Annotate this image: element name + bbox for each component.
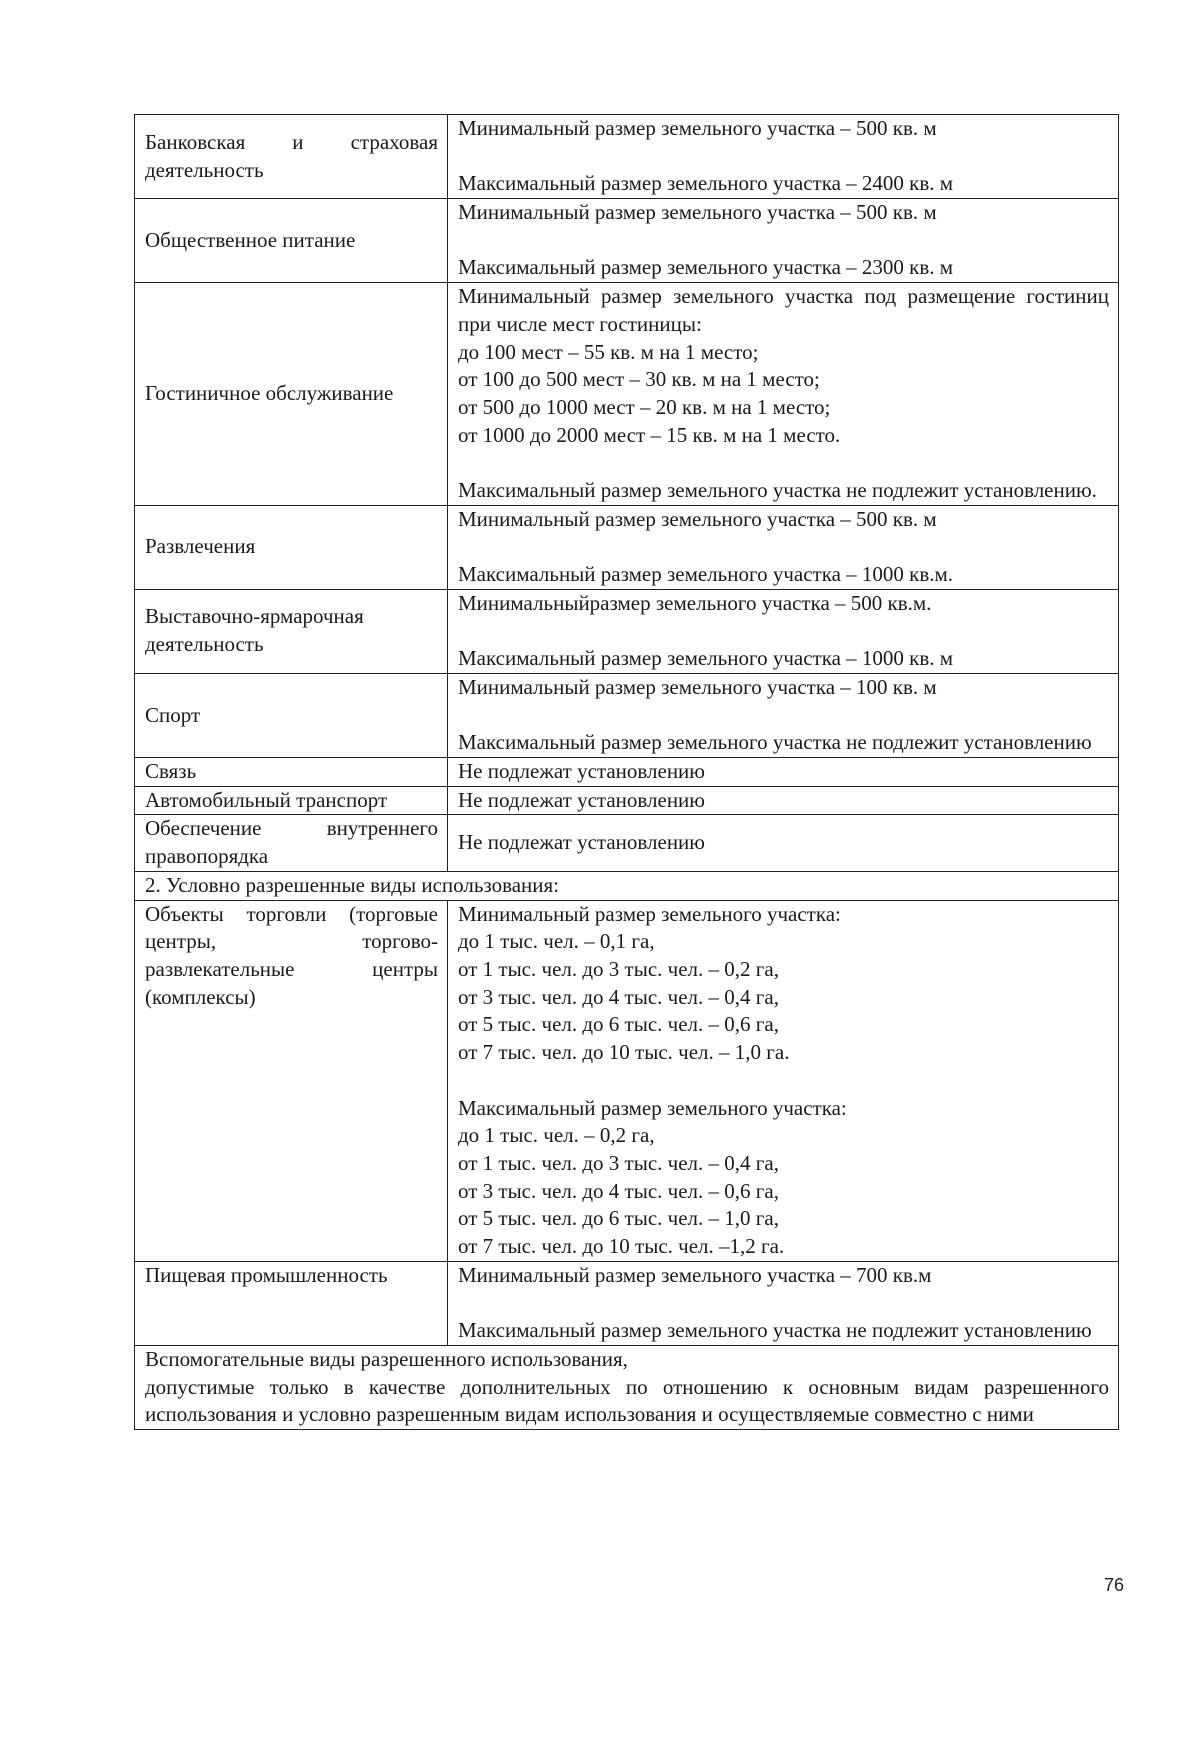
param-line: Максимальный размер земельного участка не подлежит установлению. <box>458 478 1097 503</box>
parameters-cell <box>448 758 1119 787</box>
land-use-table <box>134 114 1119 1430</box>
use-type-name: Спорт <box>145 702 201 727</box>
param-line: от 1 тыс. чел. до 3 тыс. чел. – 0,2 га, <box>458 957 779 981</box>
use-type-cell <box>135 115 448 199</box>
use-type-cell <box>135 815 448 871</box>
use-type-cell <box>135 283 448 506</box>
table-row <box>135 758 1119 787</box>
use-type-cell <box>135 786 448 815</box>
table-row <box>135 589 1119 673</box>
param-line: от 5 тыс. чел. до 6 тыс. чел. – 1,0 га, <box>458 1206 779 1231</box>
parameters-cell <box>448 1261 1119 1345</box>
line-gap <box>458 1289 1109 1317</box>
table-row <box>135 199 1119 283</box>
use-type-name: Развлечения <box>145 534 256 559</box>
table-row <box>135 815 1119 871</box>
use-type-name: Выставочно-ярмарочная деятельность <box>145 603 364 656</box>
use-type-cell <box>135 758 448 787</box>
parameters-cell <box>448 199 1119 283</box>
use-type-cell <box>135 900 448 1261</box>
use-type-name: Общественное питание <box>145 227 356 252</box>
parameters-cell <box>448 505 1119 589</box>
parameters-cell <box>448 589 1119 673</box>
param-line: Максимальный размер земельного участка не подлежит установлению <box>458 1318 1092 1343</box>
line-gap <box>458 702 1109 730</box>
param-line: от 100 до 500 мест – 30 кв. м на 1 место; <box>458 367 820 392</box>
page-number: 76 <box>1104 1575 1125 1595</box>
param-line: Максимальный размер земельного участка – 1000 кв. м <box>458 646 954 671</box>
auxiliary-title: Вспомогательные виды разрешенного использования, <box>145 1346 628 1371</box>
use-type-name: Обеспечение внутреннего правопорядка <box>145 816 438 869</box>
auxiliary-row <box>135 1345 1119 1429</box>
parameters-cell <box>448 283 1119 506</box>
parameters-cell <box>448 815 1119 871</box>
line-gap <box>458 449 1109 477</box>
param-line: от 3 тыс. чел. до 4 тыс. чел. – 0,6 га, <box>458 1178 779 1203</box>
table-row <box>135 115 1119 199</box>
line-gap <box>458 227 1109 255</box>
table-row <box>135 673 1119 757</box>
use-type-name: Банковская и страховая деятельность <box>145 129 438 182</box>
param-line: до 1 тыс. чел. – 0,1 га, <box>458 929 655 954</box>
param-line: от 7 тыс. чел. до 10 тыс. чел. –1,2 га. <box>458 1234 785 1259</box>
use-type-cell <box>135 589 448 673</box>
use-type-name: Связь <box>145 759 197 784</box>
param-line: Минимальный размер земельного участка под размещение гостиниц при числе мест гостиницы: <box>458 284 1109 336</box>
line-gap <box>458 618 1109 646</box>
section-header-row <box>135 871 1119 900</box>
line-gap <box>458 1067 1109 1095</box>
param-line: Минимальныйразмер земельного участка – 500 кв.м. <box>458 590 932 615</box>
parameters-cell <box>448 900 1119 1261</box>
param-line: от 1000 до 2000 мест – 15 кв. м на 1 место. <box>458 422 841 447</box>
auxiliary-cell <box>135 1345 1119 1429</box>
table-row <box>135 900 1119 1261</box>
use-type-cell <box>135 673 448 757</box>
param-line: Минимальный размер земельного участка – 500 кв. м <box>458 506 937 531</box>
param-line: от 1 тыс. чел. до 3 тыс. чел. – 0,4 га, <box>458 1150 779 1175</box>
use-type-cell <box>135 199 448 283</box>
section-header: 2. Условно разрешенные виды использования: <box>135 871 1119 900</box>
use-type-name: Объекты торговли (торговые центры, торгово-развлекательные центры (комплексы) <box>145 901 438 1009</box>
auxiliary-text: допустимые только в качестве дополнительных по отношению к основным видам разрешенного использования и условно разрешенным видам использования и осуществляемые совместно с ними <box>145 1374 1109 1427</box>
param-line: Не подлежат установлению <box>458 787 705 812</box>
param-line: Минимальный размер земельного участка: <box>458 901 841 926</box>
use-type-name: Пищевая промышленность <box>145 1262 388 1287</box>
param-line: Максимальный размер земельного участка – 2300 кв. м <box>458 255 954 280</box>
parameters-cell <box>448 673 1119 757</box>
param-line: Не подлежат установлению <box>458 830 705 855</box>
line-gap <box>458 143 1109 171</box>
param-line: Минимальный размер земельного участка – 700 кв.м <box>458 1262 932 1287</box>
parameters-cell <box>448 115 1119 199</box>
param-line: от 3 тыс. чел. до 4 тыс. чел. – 0,4 га, <box>458 984 779 1009</box>
param-line: Максимальный размер земельного участка – 1000 кв.м. <box>458 562 954 587</box>
use-type-cell <box>135 1261 448 1345</box>
table-row <box>135 283 1119 506</box>
param-line: от 5 тыс. чел. до 6 тыс. чел. – 0,6 га, <box>458 1012 779 1037</box>
param-line: Минимальный размер земельного участка – 100 кв. м <box>458 674 937 699</box>
param-line: Максимальный размер земельного участка: <box>458 1095 847 1120</box>
param-line: Не подлежат установлению <box>458 759 705 784</box>
line-gap <box>458 534 1109 562</box>
param-line: до 1 тыс. чел. – 0,2 га, <box>458 1123 655 1148</box>
param-line: Минимальный размер земельного участка – 500 кв. м <box>458 116 937 140</box>
use-type-name: Гостиничное обслуживание <box>145 381 394 406</box>
param-line: Максимальный размер земельного участка не подлежит установлению <box>458 730 1092 755</box>
param-line: Максимальный размер земельного участка – 2400 кв. м <box>458 171 954 196</box>
use-type-name: Автомобильный транспорт <box>145 787 388 812</box>
param-line: Минимальный размер земельного участка – 500 кв. м <box>458 200 937 225</box>
param-line: от 7 тыс. чел. до 10 тыс. чел. – 1,0 га. <box>458 1040 790 1065</box>
use-type-cell <box>135 505 448 589</box>
table-row <box>135 1261 1119 1345</box>
parameters-cell <box>448 786 1119 815</box>
table-row <box>135 786 1119 815</box>
param-line: до 100 мест – 55 кв. м на 1 место; <box>458 339 759 364</box>
table-row <box>135 505 1119 589</box>
param-line: от 500 до 1000 мест – 20 кв. м на 1 место; <box>458 395 831 419</box>
